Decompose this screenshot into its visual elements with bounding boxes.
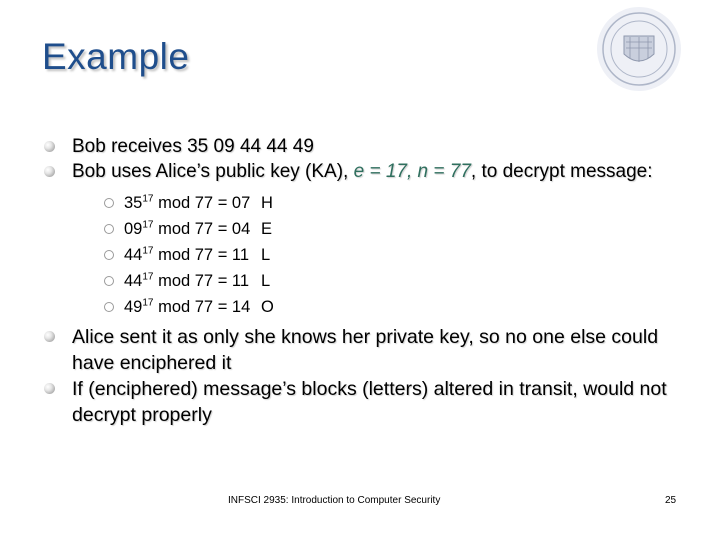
key-params: e = 17, n = 77 bbox=[353, 161, 471, 182]
decrypted-letter: H bbox=[261, 194, 273, 212]
sub-bullet-icon bbox=[104, 276, 114, 286]
bullet-text: If (enciphered) message’s blocks (letters) altered in transit, would not decrypt properly bbox=[72, 378, 667, 426]
equation: $44^{17}$ mod 77 = 11 bbox=[124, 245, 250, 264]
bullet-item bbox=[44, 134, 694, 159]
bullet-icon bbox=[44, 166, 55, 177]
equation: $44^{17}$ mod 77 = 11 bbox=[124, 271, 250, 290]
computation-row bbox=[104, 268, 694, 294]
equation: $49^{17}$ mod 77 = 14 bbox=[124, 297, 251, 316]
bullet-icon bbox=[44, 383, 55, 394]
slide-title: Example bbox=[42, 36, 190, 77]
page-number: 25 bbox=[665, 495, 677, 506]
bullet-item bbox=[44, 159, 694, 184]
sub-bullet-icon bbox=[104, 250, 114, 260]
decrypted-letter: L bbox=[261, 272, 271, 290]
bullet-item bbox=[44, 324, 694, 376]
computation-row bbox=[104, 216, 694, 242]
computation-row bbox=[104, 294, 694, 320]
sub-bullet-icon bbox=[104, 198, 114, 208]
bullet-text: Bob uses Alice’s public key (KA), bbox=[72, 161, 354, 182]
bullet-icon bbox=[44, 331, 55, 342]
bullet-item bbox=[44, 376, 694, 428]
equation: $35^{17}$ mod 77 = 07 bbox=[124, 193, 251, 212]
sub-bullet-icon bbox=[104, 302, 114, 312]
course-title: INFSCI 2935: Introduction to Computer Security bbox=[228, 495, 441, 506]
decrypted-letter: E bbox=[261, 220, 273, 238]
computation-row bbox=[104, 190, 694, 216]
bullet-text: Alice sent it as only she knows her private key, so no one else could have enciphered it bbox=[72, 326, 659, 374]
decrypted-letter: O bbox=[261, 298, 274, 316]
university-seal-icon bbox=[596, 6, 682, 92]
computation-list bbox=[104, 190, 694, 320]
bullet-icon bbox=[44, 141, 55, 152]
equation: $09^{17}$ mod 77 = 04 bbox=[124, 219, 251, 238]
sub-bullet-icon bbox=[104, 224, 114, 234]
bullet-text: , to decrypt message: bbox=[470, 161, 653, 182]
bullet-text: Bob receives 35 09 44 44 49 bbox=[72, 136, 314, 157]
decrypted-letter: L bbox=[261, 246, 271, 264]
bullet-list bbox=[44, 134, 694, 428]
computation-row bbox=[104, 242, 694, 268]
